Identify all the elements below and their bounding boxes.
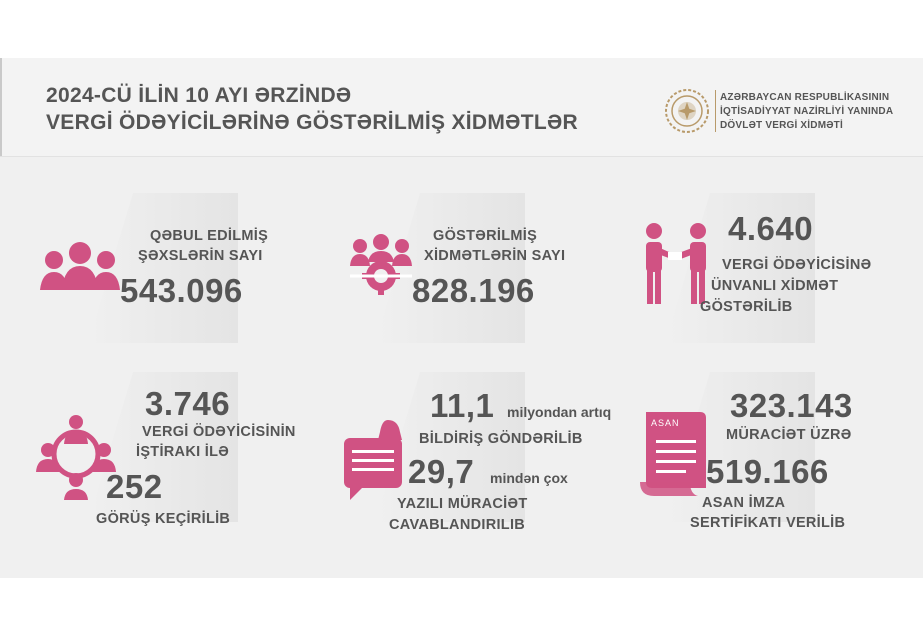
people-gear-icon (348, 232, 414, 298)
meetings-value2: 252 (106, 468, 163, 505)
asan-value1: 323.143 (730, 387, 853, 424)
notices-label-line2: YAZILI MÜRACİƏT (397, 496, 528, 512)
meetings-label-line1: VERGİ ÖDƏYİCİSİNİN (142, 424, 296, 440)
address-value: 4.640 (728, 210, 814, 247)
asan-label-line2: ASAN İMZA (702, 495, 786, 511)
org-line2: İQTİSADİYYAT NAZİRLİYİ YANINDA (720, 106, 894, 117)
page-title-line2: VERGİ ÖDƏYİCİLƏRİNƏ GÖSTƏRİLMİŞ XİDMƏTLƏR (46, 111, 578, 134)
received-value: 543.096 (120, 272, 243, 309)
notices-suffix2: mindən çox (490, 470, 568, 486)
received-label-line1: QƏBUL EDİLMİŞ (150, 228, 269, 244)
logo-divider (715, 90, 716, 132)
chat-bell-icon (342, 416, 416, 502)
org-line1: AZƏRBAYCAN RESPUBLİKASININ (720, 92, 890, 103)
meetings-value1: 3.746 (145, 385, 231, 422)
asan-label-line1: MÜRACİƏT ÜZRƏ (726, 427, 852, 443)
meetings-label-line3: GÖRÜŞ KEÇİRİLİB (96, 511, 231, 527)
notices-suffix1: milyondan artıq (507, 404, 612, 420)
emblem-icon (664, 88, 710, 134)
asan-label-line3: SERTİFİKATI VERİLİB (690, 515, 846, 531)
services-label-line1: GÖSTƏRİLMİŞ (433, 228, 538, 244)
asan-value2: 519.166 (706, 453, 829, 490)
page-title-line1: 2024-CÜ İLİN 10 AYI ƏRZİNDƏ (46, 84, 352, 107)
received-label-line2: ŞƏXSLƏRİN SAYI (138, 248, 263, 264)
asan-doc-text: ASAN (651, 418, 680, 428)
services-label-line2: XİDMƏTLƏRİN SAYI (424, 248, 566, 264)
org-line3: DÖVLƏT VERGİ XİDMƏTİ (720, 120, 843, 131)
notices-label-line3: CAVABLANDIRILIB (389, 517, 526, 533)
header-accent (0, 58, 2, 156)
services-value: 828.196 (412, 272, 535, 309)
meeting-circle-icon (36, 414, 116, 500)
meetings-label-line2: İŞTİRAKI İLƏ (136, 444, 230, 460)
address-label-line3: GÖSTƏRİLİB (700, 299, 793, 315)
notices-value1: 11,1 (430, 387, 495, 424)
people-group-icon (40, 240, 120, 292)
handshake-icon (642, 222, 710, 306)
address-label-line2: ÜNVANLI XİDMƏT (711, 278, 839, 294)
notices-label-line1: BİLDİRİŞ GÖNDƏRİLİB (419, 431, 583, 447)
notices-value2: 29,7 (408, 453, 475, 490)
address-label-line1: VERGİ ÖDƏYİCİSİNƏ (722, 257, 872, 273)
